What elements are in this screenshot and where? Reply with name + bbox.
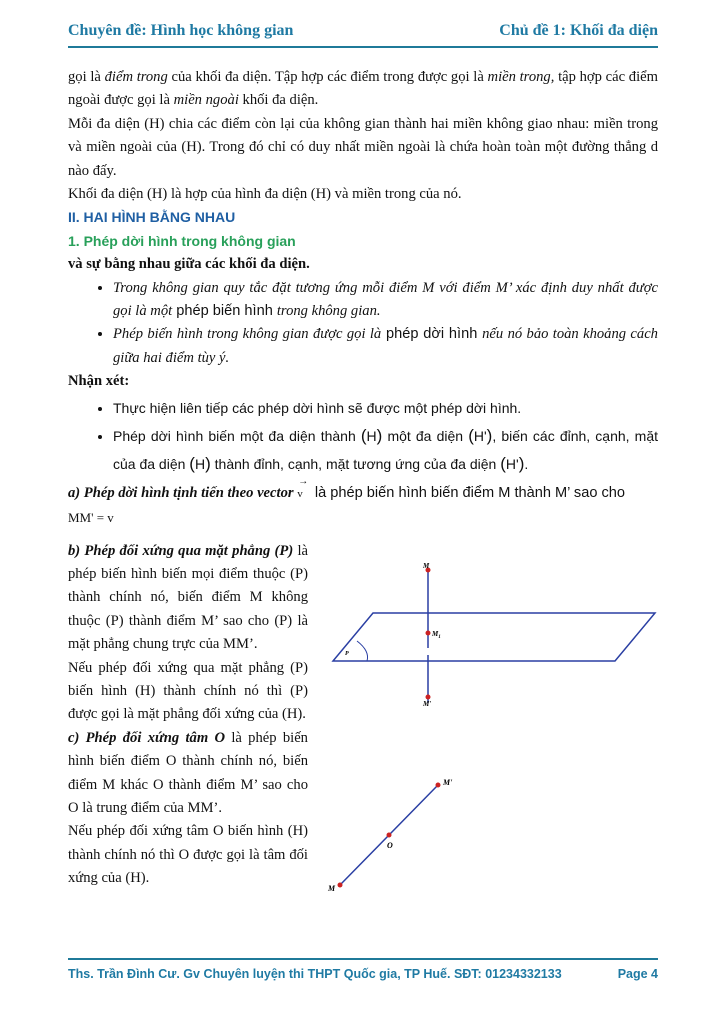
label-o: O — [387, 841, 393, 850]
remark-polyhedron: • Phép dời hình biến một đa diện thành (H) một đa diện (H'), biến các đỉnh, cạnh, mặt của đa diện (H) thành đỉnh, cạnh, mặt tương ứng của đa diện (H'). — [113, 422, 658, 478]
plane-angle-arc — [357, 641, 368, 661]
translation-definition: a) Phép dời hình tịnh tiến theo vector → v là phép biến hình biến điểm M thành M’ sao cho — [68, 475, 626, 501]
page-content — [68, 66, 658, 891]
paragraph-interior: gọi là điểm trong của khối đa diện. Tập hợp các điểm trong được gọi là miền trong, tập hợp các điểm ngoài được gọi là miền ngoài khối đa diện. — [68, 69, 658, 109]
central-symmetry-note: Nếu phép đối xứng tâm O biến hình (H) thành chính nó thì O được gọi là tâm đối xứng của (H). — [68, 823, 308, 887]
plane-symmetry-figure — [325, 555, 660, 715]
section-heading: II. HAI HÌNH BẰNG NHAU — [68, 209, 236, 226]
header-topic: Chuyên đề: Hình học không gian — [68, 22, 294, 39]
label-m: M — [328, 884, 336, 893]
footer-author: Ths. Trần Đình Cư. Gv Chuyên luyện thi THPT Quốc gia, TP Huế. SĐT: 01234332133 — [68, 967, 562, 981]
definition-transform: • Trong không gian quy tắc đặt tương ứng mỗi điểm M với điểm M’ xác định duy nhất được gọi là một phép biến hình trong không gian. — [113, 277, 658, 324]
plane-symmetry-definition: b) Phép đối xứng qua mặt phẳng (P) là phép biến hình biến mọi điểm thuộc (P) thành chính nó, biến điểm M không thuộc (P) thành điểm M’ sao cho (P) là mặt phẳng chung trực của MM’. — [68, 542, 308, 653]
label-m1: $M_1$ — [432, 630, 441, 640]
definition-list — [68, 277, 658, 371]
plane-symmetry-note: Nếu phép đối xứng qua mặt phẳng (P) biến hình (H) thành chính nó thì (P) được gọi là mặt phẳng đối xứng của (H). — [68, 659, 308, 723]
remark-composition: • Thực hiện liên tiếp các phép dời hình sẽ được một phép dời hình. — [113, 394, 658, 422]
page-number: Page 4 — [617, 967, 658, 981]
subsection-subtitle: và sự bằng nhau giữa các khối đa diện. — [68, 256, 310, 273]
central-symmetry-definition: c) Phép đối xứng tâm O là phép biến hình biến điểm O thành chính nó, biến điểm M khác O thành điểm M’ sao cho O là trung điểm của MM’. — [68, 729, 308, 816]
point-m1 — [426, 631, 431, 636]
paragraph-regions: Mỗi đa diện (H) chia các điểm còn lại của không gian thành hai miền không giao nhau: miền trong và miền ngoài của (H). Trong đó chỉ có duy nhất miền ngoài là chứa hoàn toàn một đường thẳng d nào đấy. — [68, 115, 658, 179]
definition-isometry: • Phép biến hình trong không gian được gọi là phép dời hình nếu nó bảo toàn khoảng cách giữa hai điểm tùy ý. — [113, 323, 658, 370]
point-o — [387, 833, 392, 838]
page-header — [68, 22, 658, 48]
header-chapter: Chủ đề 1: Khối đa diện — [499, 22, 658, 39]
page-footer — [68, 958, 658, 986]
label-m-prime: M' — [443, 778, 453, 787]
translation-equation: MM' = v — [68, 510, 114, 526]
point-m — [338, 883, 343, 888]
paragraph-solid: Khối đa diện (H) là hợp của hình đa diện (H) và miền trong của nó. — [68, 186, 462, 203]
plane-p — [333, 613, 655, 661]
subsection-heading: 1. Phép dời hình trong không gian — [68, 232, 296, 249]
point-m-prime — [426, 695, 431, 700]
remark-list — [68, 394, 658, 478]
remark-heading: Nhận xét: — [68, 373, 130, 390]
label-p: P — [345, 651, 349, 657]
label-m: M — [423, 562, 430, 570]
point-m-prime — [436, 783, 441, 788]
label-m-prime: M' — [423, 700, 432, 708]
central-symmetry-figure — [325, 770, 475, 900]
